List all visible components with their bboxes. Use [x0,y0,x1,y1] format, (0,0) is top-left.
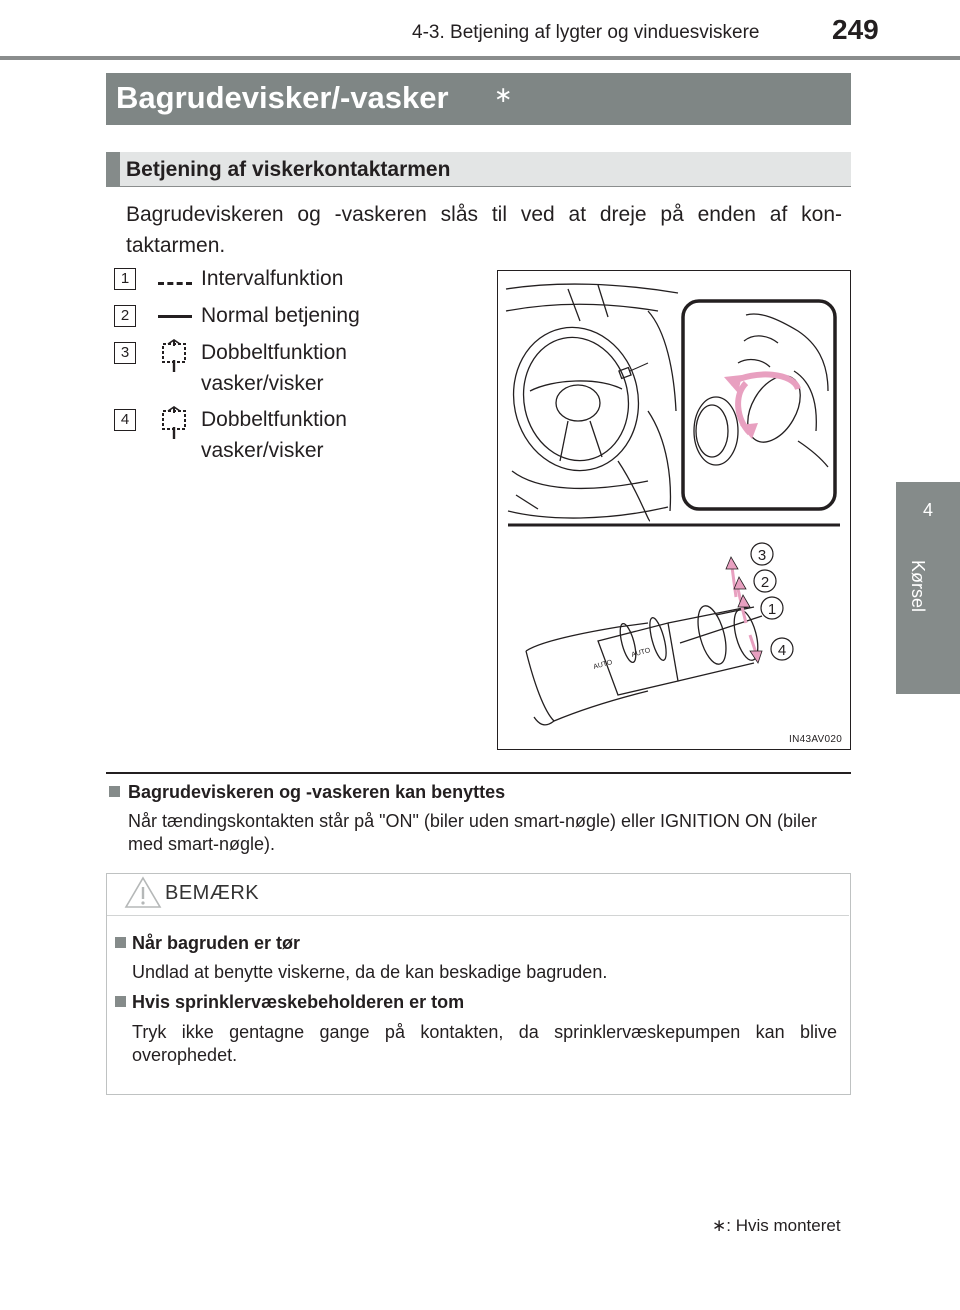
subheading-accent [106,152,120,187]
rear-washer-icon [158,405,190,441]
footnote-asterisk: ∗ [712,1216,727,1235]
title-asterisk: ∗ [494,82,513,107]
notice-item-body: Tryk ikke gentagne gange på kontakten, da sprinklervæskepumpen kan blive overophedet. [132,1022,837,1065]
warning-triangle-icon [124,875,162,909]
dashed-line-icon [158,282,192,285]
square-bullet-icon [115,937,126,948]
intro-paragraph: Bagrudeviskeren og -vaskeren slås til ved at dreje på enden af kon-taktarmen. [126,203,842,257]
callout-4: 4 [777,642,787,659]
rear-washer-icon [158,338,190,374]
callout-1: 1 [767,601,777,618]
notice-item-heading: Hvis sprinklervæskebeholderen er tom [132,992,465,1012]
note-body: Når tændingskontakten står på "ON" (biler uden smart-nøgle) eller IGNITION ON (biler med smart-nøgle). [128,811,818,854]
list-number-1: 1 [114,268,136,290]
list-item-4-line2: vasker/visker [201,439,324,462]
list-number-3: 3 [114,342,136,364]
list-item-4-line1: Dobbeltfunktion [201,408,347,431]
square-bullet-icon [109,786,120,797]
solid-line-icon [158,315,192,318]
footnote-text: : Hvis monteret [726,1216,841,1235]
note-heading: Bagrudeviskeren og -vaskeren kan benyttes [128,782,506,802]
section-rule [106,772,851,774]
dashboard-sketch [500,284,678,521]
notice-separator [107,915,849,916]
square-bullet-icon [115,996,126,1007]
list-item-3-line1: Dobbeltfunktion [201,341,347,364]
list-item-3-line2: vasker/visker [201,372,324,395]
list-item-1: Intervalfunktion [201,267,344,290]
lever-label-auto: AUTO [630,647,652,659]
callout-3: 3 [757,547,767,564]
lever-label-auto: AUTO [592,659,614,671]
page-number: 249 [832,14,879,45]
notice-label: BEMÆRK [165,882,260,904]
section-title: 4-3. Betjening af lygter og vinduesviskere [412,22,760,43]
subheading: Betjening af viskerkontaktarmen [126,158,451,181]
callout-2: 2 [760,574,770,591]
notice-item-body: Undlad at benytte viskerne, da de kan beskadige bagruden. [132,962,608,982]
chapter-tab-label: Kørsel [908,560,928,613]
figure-code: IN43AV020 [789,734,843,745]
chapter-tab-number: 4 [922,500,933,520]
header-rule [0,56,960,60]
list-number-4: 4 [114,409,136,431]
list-item-2: Normal betjening [201,304,360,327]
notice-item-heading: Når bagruden er tør [132,933,301,953]
lever-sketch [526,603,762,725]
page-title: Bagrudevisker/-vasker [116,80,449,115]
list-number-2: 2 [114,305,136,327]
magnified-inset [683,301,835,509]
footnote [712,1216,841,1236]
wiper-lever-illustration [497,270,851,750]
